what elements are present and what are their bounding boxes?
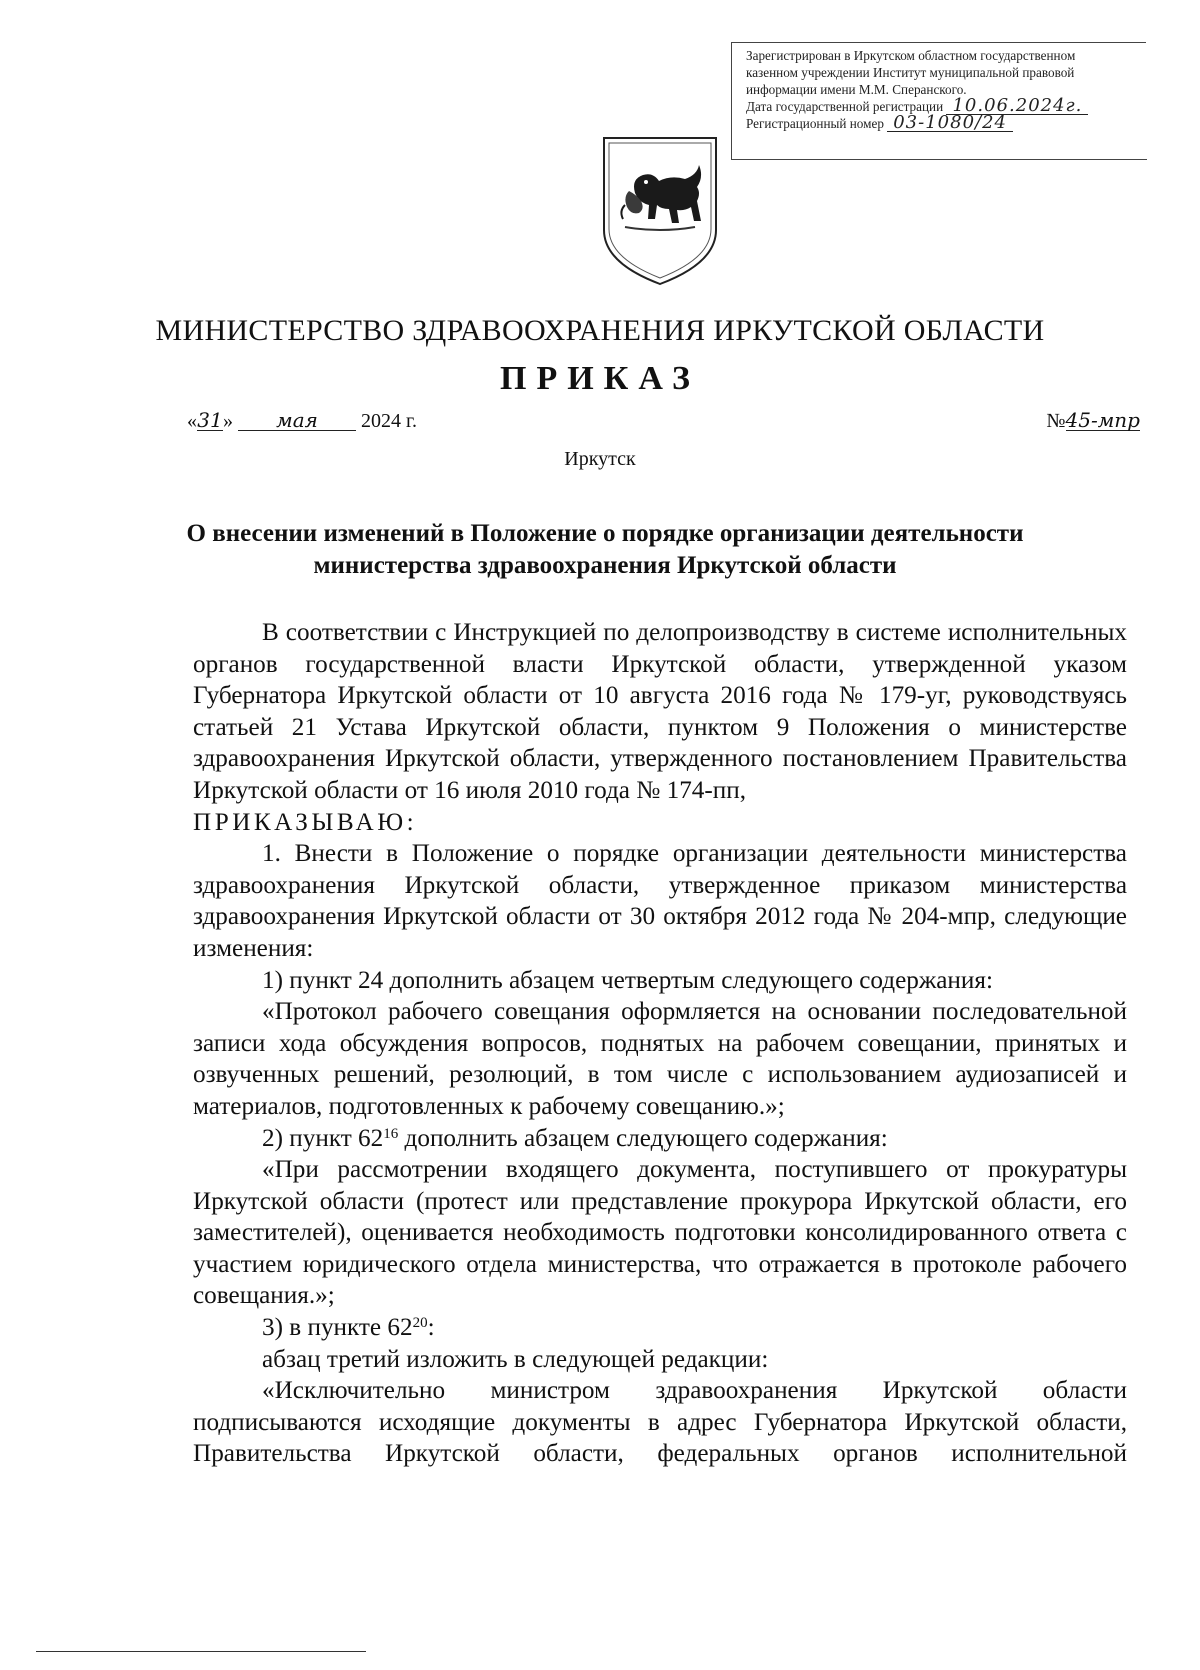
item-1-paragraph: 1. Внести в Положение о порядке организации деятельности министерства здравоохранения Иркутской области, утвержденное приказом министерства здравоохранения Иркутской области от 30 октября 2012 года № 204-мпр, следующие изменения: [193,840,1127,962]
subitem-1-paragraph: 1) пункт 24 дополнить абзацем четвертым следующего содержания: [262,966,993,994]
subitem-2-superscript: 16 [383,1125,399,1142]
footnote-divider [36,1651,366,1652]
stamp-bottom-rule [732,159,1147,160]
stamp-line-1: Зарегистрирован в Иркутском областном государственном [746,48,1076,63]
subitem-3-text: 3) в пункте 62 [262,1314,413,1342]
subitem-3-text-end: : [427,1314,435,1342]
subitem-2-text-end: дополнить абзацем следующего содержания: [398,1124,888,1152]
stamp-number-line [746,112,1146,133]
subitem-3-paragraph [193,1312,1127,1344]
stamp-line-2: казенном учреждении Институт муниципальной правовой [746,65,1075,80]
stamp-date-value: 10.06.2024г. [946,98,1088,115]
quote-2-paragraph: «При рассмотрении входящего документа, поступившего от прокуратуры Иркутской области (протест или представление прокурора Иркутской области, его заместителей), оценивается необходимость подготовки консолидированного ответа с участием юридического отдела министерства, что отражается в протоколе рабочего совещания.»; [193,1156,1127,1310]
ministry-name: МИНИСТЕРСТВО ЗДРАВООХРАНЕНИЯ ИРКУТСКОЙ ОБЛАСТИ [155,314,1045,347]
irkutsk-coat-of-arms-icon [601,135,719,287]
order-number [1046,410,1140,433]
date-month: мая [238,410,356,431]
stamp-date-label: Дата государственной регистрации [746,99,944,114]
title-line-1: О внесении изменений в Положение о порядке организации деятельности [186,520,1024,547]
registration-stamp [731,42,1146,160]
order-date [187,410,417,433]
title-line-2: министерства здравоохранения Иркутской области [313,552,897,579]
document-title [160,518,1050,582]
stamp-number-value: 03-1080/24 [887,115,1013,132]
subitem-3-line: абзац третий изложить в следующей редакции: [262,1345,769,1373]
stamp-number-label: Регистрационный номер [746,116,884,131]
subitem-2-text: 2) пункт 62 [262,1124,384,1152]
quote-1-paragraph: «Протокол рабочего совещания оформляется на основании последовательной записи хода обсуждения вопросов, поднятых на рабочем совещании, принятых и озвученных решений, резолюций, в том числе с использованием аудиозаписей и материалов, подготовленных к рабочему совещанию.»; [193,998,1127,1120]
order-word: ПРИКАЗЫВАЮ: [193,808,418,836]
city: Иркутск [564,448,636,470]
document-body [193,617,1127,1470]
subitem-3-superscript: 20 [412,1315,428,1332]
date-year: 2024 г. [361,410,417,432]
date-close-quote: » [223,410,233,432]
stamp-line-3: информации имени М.М. Сперанского. [746,82,967,97]
document-type: ПРИКАЗ [500,360,700,397]
quote-3-paragraph: «Исключительно министром здравоохранения Иркутской области подписываются исходящие документы в адрес Губернатора Иркутской области, Правительства Иркутской области, федеральных органов исполнительной [193,1377,1127,1468]
number-value: 45-мпр [1065,408,1140,432]
date-open-quote: « [187,410,197,432]
date-day: 31 [197,408,223,432]
subitem-2-paragraph [193,1123,1127,1155]
number-label: № [1046,410,1066,432]
preamble-paragraph: В соответствии с Инструкцией по делопроизводству в системе исполнительных органов государственной власти Иркутской области, утвержденной указом Губернатора Иркутской области от 10 августа 2016 года № 179-уг, руководствуясь статьей 21 Устава Иркутской области, пунктом 9 Положения о министерстве здравоохранения Иркутской области, утвержденного постановлением Правительства Иркутской области от 16 июля 2010 года № 174-пп, [193,619,1127,804]
